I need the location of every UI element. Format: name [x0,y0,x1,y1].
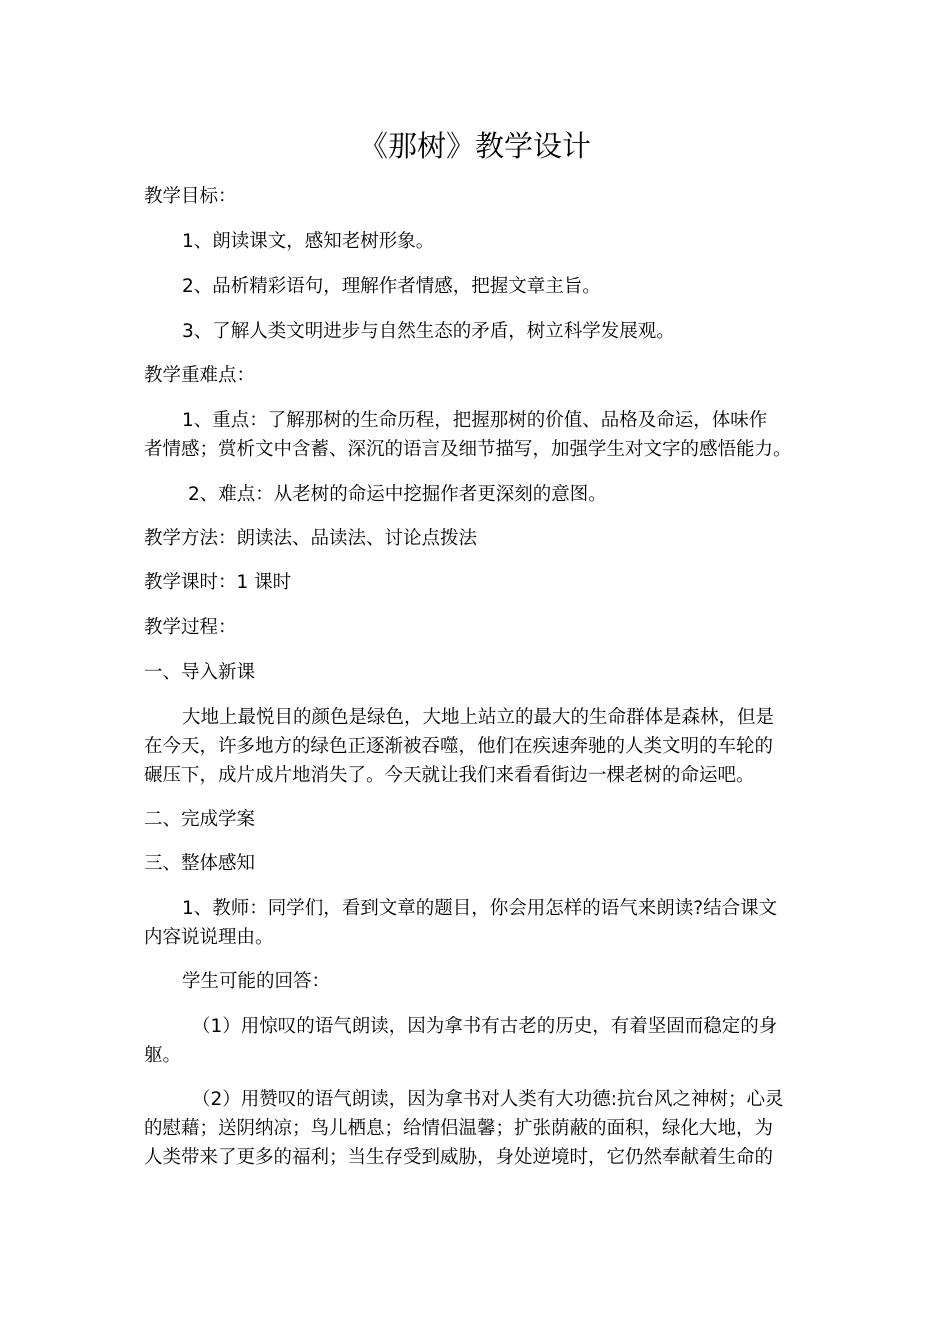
section-heading: 一、导入新课 [144,662,256,683]
paragraph-line: 的慰藉；送阴纳凉；鸟儿栖息；给情侣温馨；扩张荫蔽的面积，绿化大地，为 [144,1118,774,1139]
paragraph-line: 躯。 [144,1045,182,1066]
paragraph-line: 在今天，许多地方的绿色正逐渐被吞噬，他们在疾速奔驰的人类文明的车轮的 [144,736,774,757]
teaching-methods: 教学方法：朗读法、品读法、讨论点拨法 [144,528,478,549]
paragraph-line: （2）用赞叹的语气朗读，因为拿书对人类有大功德:抗台风之神树；心灵 [192,1089,784,1110]
process-heading: 教学过程： [144,617,237,638]
teaching-duration: 教学课时：1 课时 [144,572,292,593]
key-points-heading: 教学重难点： [144,365,256,386]
key-point-2: 2、难点：从老树的命运中挖掘作者更深刻的意图。 [188,484,607,505]
paragraph-line: （1）用惊叹的语气朗读，因为拿书有古老的历史，有着坚固而稳定的身 [192,1016,778,1037]
intro-paragraph [144,703,824,790]
paragraph-line: 大地上最悦目的颜色是绿色，大地上站立的最大的生命群体是森林，但是 [182,707,775,728]
document-title: 《那树》教学设计 [358,129,591,163]
paragraph-line: 1、重点：了解那树的生命历程，把握那树的价值、品格及命运，体味作 [182,410,768,431]
section-heading: 二、完成学案 [144,809,256,830]
objective-item: 3、了解人类文明进步与自然生态的矛盾，树立科学发展观。 [182,321,675,342]
paragraph-line: 碾压下，成片成片地消失了。今天就让我们来看看街边一棵老树的命运吧。 [144,765,755,786]
paragraph-line: 内容说说理由。 [144,927,274,948]
objective-item: 2、品析精彩语句，理解作者情感，把握文章主旨。 [182,276,601,297]
paragraph-line: 者情感；赏析文中含蓄、深沉的语言及细节描写，加强学生对文字的感悟能力。 [144,439,792,460]
objectives-heading: 教学目标： [144,186,237,207]
answer-paragraph [144,1085,824,1172]
answer-paragraph [144,1012,824,1070]
paragraph-line: 1、教师：同学们，看到文章的题目，你会用怎样的语气来朗读?结合课文 [182,898,778,919]
objective-item: 1、朗读课文，感知老树形象。 [182,231,435,252]
answers-heading: 学生可能的回答： [182,971,331,992]
key-point-1 [144,406,824,464]
question-paragraph [144,894,824,952]
paragraph-line: 人类带来了更多的福利；当生存受到威胁，身处逆境时，它仍然奉献着生命的 [144,1147,774,1168]
section-heading: 三、整体感知 [144,853,256,874]
